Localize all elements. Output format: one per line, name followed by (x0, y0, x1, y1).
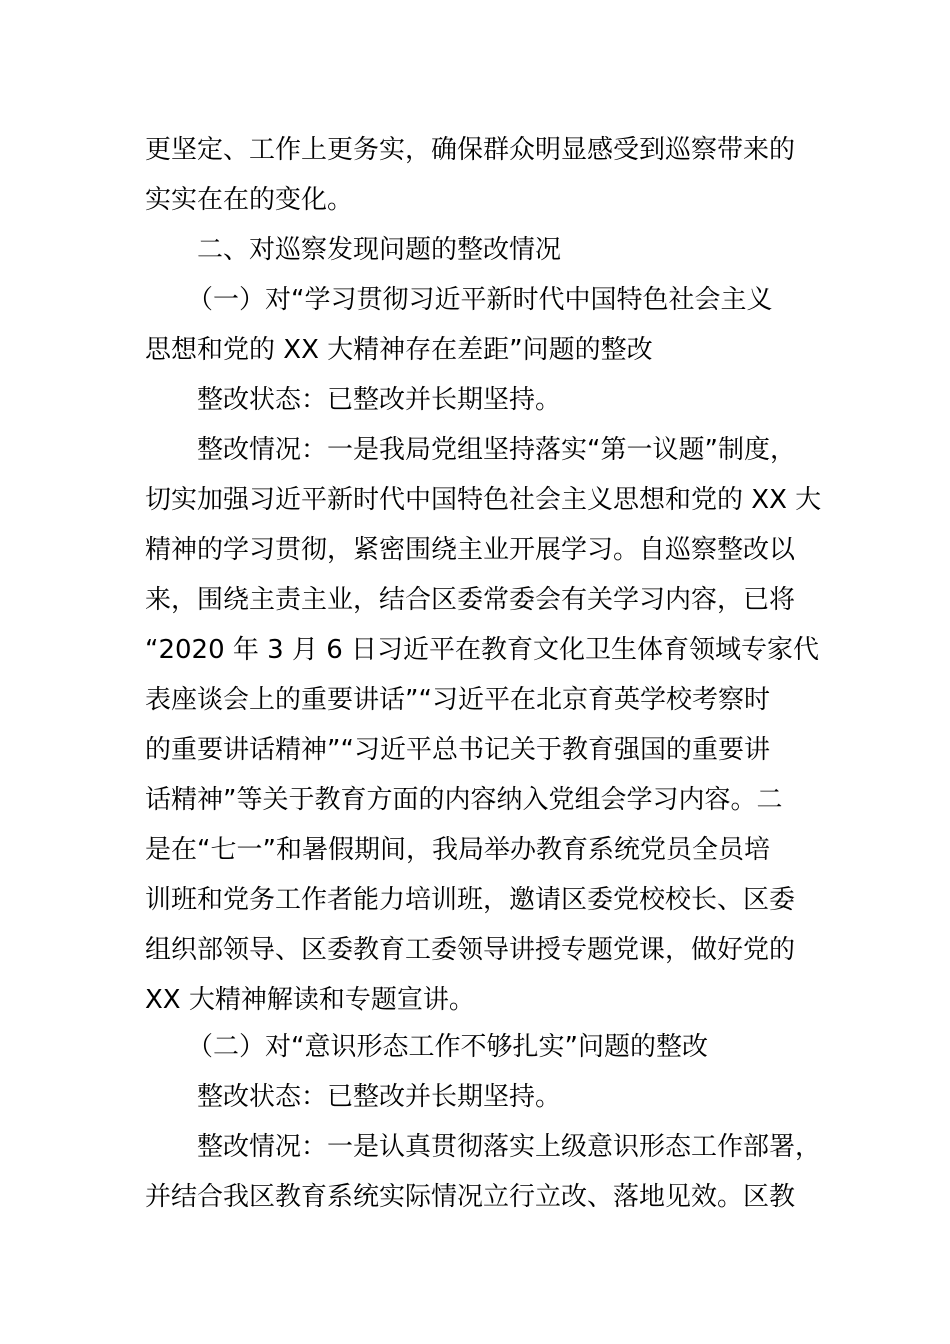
status-line: 整改状态：已整改并长期坚持。 (197, 385, 562, 415)
text-line: 并结合我区教育系统实际情况立行立改、落地见效。区教 (145, 1182, 796, 1212)
text-line: 的重要讲话精神”“习近平总书记关于教育强国的重要讲 (145, 735, 770, 765)
text-line: 训班和党务工作者能力培训班，邀请区委党校校长、区委 (145, 885, 796, 915)
text-line: 整改情况：一是认真贯彻落实上级意识形态工作部署， (197, 1132, 822, 1162)
text-line: XX 大精神解读和专题宣讲。 (145, 985, 475, 1015)
text-line: 表座谈会上的重要讲话”“习近平在北京育英学校考察时 (145, 685, 770, 715)
subsection-heading: 思想和党的 XX 大精神存在差距”问题的整改 (145, 335, 653, 365)
subsection-heading: （二）对“意识形态工作不够扎实”问题的整改 (187, 1032, 708, 1062)
text-line: 组织部领导、区委教育工委领导讲授专题党课，做好党的 (145, 935, 796, 965)
subsection-heading: （一）对“学习贯彻习近平新时代中国特色社会主义 (187, 285, 773, 315)
section-heading: 二、对巡察发现问题的整改情况 (197, 235, 562, 265)
text-line: 是在“七一”和暑假期间，我局举办教育系统党员全员培 (145, 835, 770, 865)
text-line: 整改情况：一是我局党组坚持落实“第一议题”制度， (197, 435, 796, 465)
text-line: 来，围绕主责主业，结合区委常委会有关学习内容，已将 (145, 585, 796, 615)
text-line: “2020 年 3 月 6 日习近平在教育文化卫生体育领域专家代 (145, 635, 820, 665)
text-line: 精神的学习贯彻，紧密围绕主业开展学习。自巡察整改以 (145, 535, 796, 565)
text-line: 实实在在的变化。 (145, 185, 354, 215)
text-line: 话精神”等关于教育方面的内容纳入党组会学习内容。二 (145, 785, 783, 815)
text-line: 更坚定、工作上更务实，确保群众明显感受到巡察带来的 (145, 135, 796, 165)
status-line: 整改状态：已整改并长期坚持。 (197, 1082, 562, 1112)
text-line: 切实加强习近平新时代中国特色社会主义思想和党的 XX 大 (145, 485, 822, 515)
